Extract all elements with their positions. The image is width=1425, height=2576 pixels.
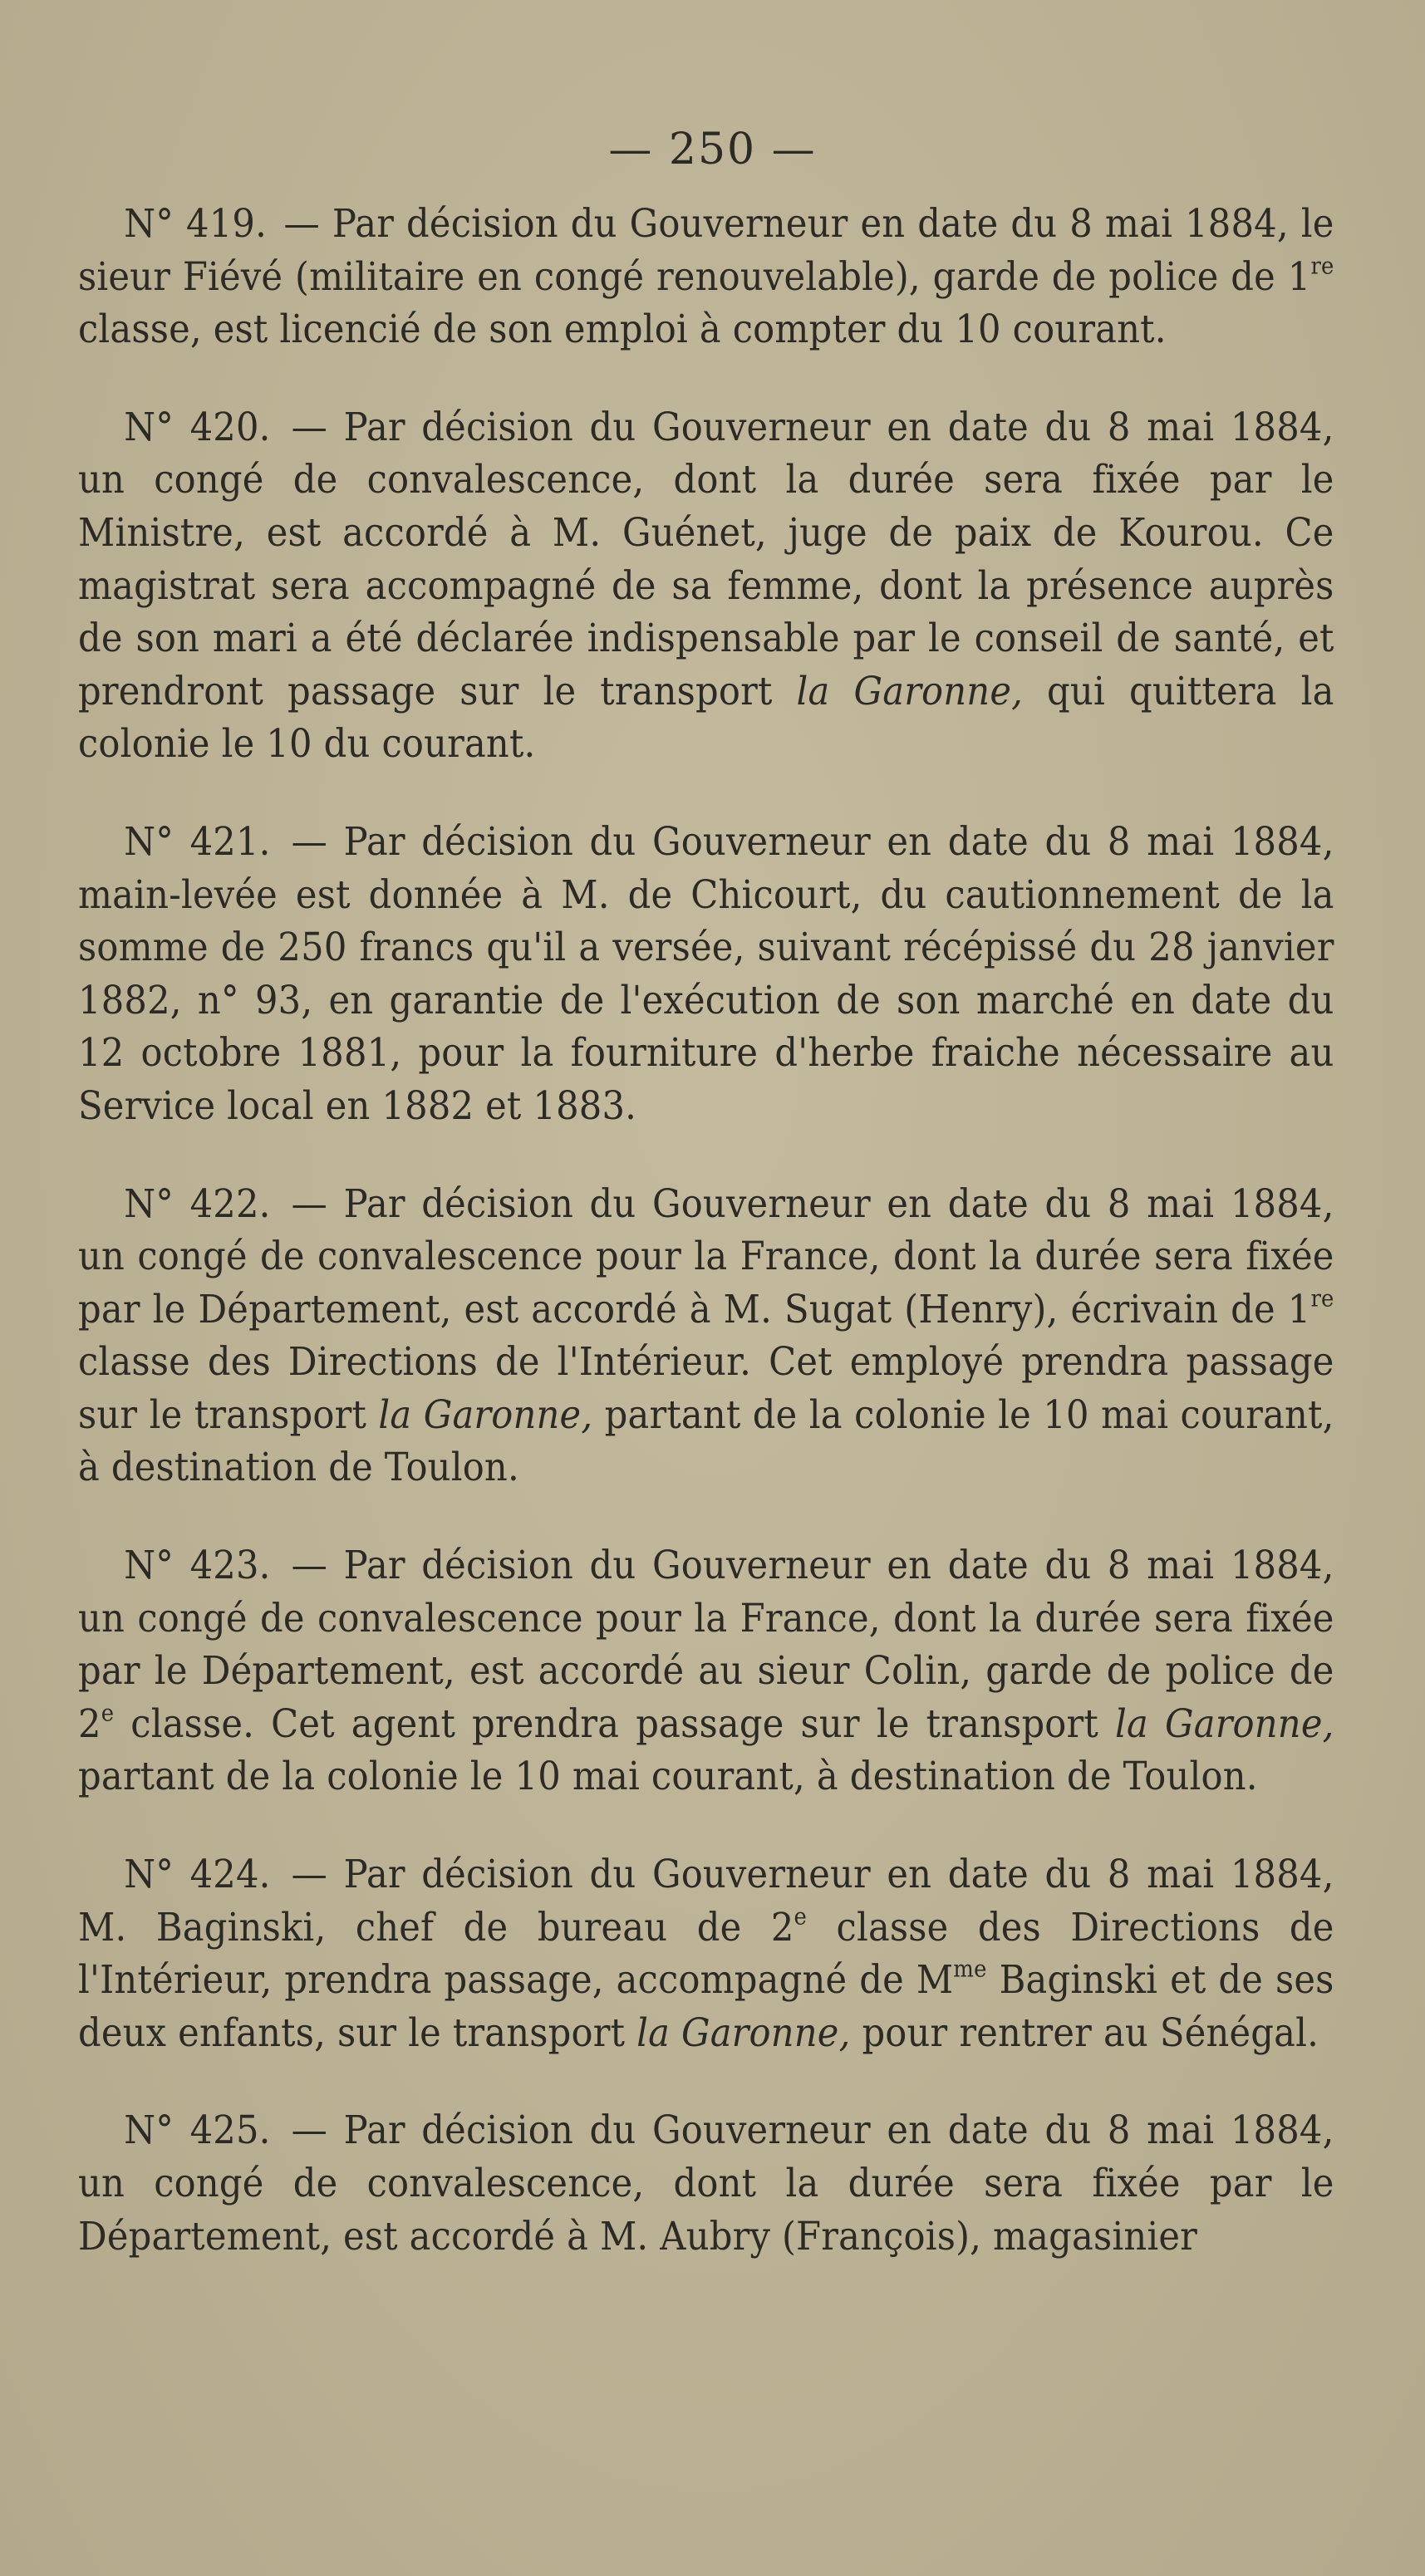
entry-number: N° 422.: [124, 1180, 271, 1227]
entry-text: — Par décision du Gouverneur en date du 8 mai 1884, M. Baginski, chef de bureau de 2: [78, 1852, 1334, 1950]
entry-text: — Par décision du Gouverneur en date du 8 mai 1884, main-levée est donnée à M. de Chicourt, du cautionnement de la somme de 250 francs qu'il a versée, suivant récépissé du 28 janvier 1882, n° 93, en garantie de l'exécution de son marché en date du 12 octobre 1881, pour la fourniture d'herbe fraiche nécessaire au Service local en 1882 et 1883.: [78, 818, 1334, 1129]
entry-420: [78, 401, 1334, 771]
entry-text: partant de la colonie le 10 mai courant, à destination de Toulon.: [78, 1754, 1258, 1800]
superscript: e: [101, 1699, 115, 1727]
page-number: — 250 —: [608, 125, 817, 174]
entry-425: [78, 2104, 1334, 2263]
ship-name: la Garonne,: [636, 2009, 851, 2056]
entry-text: — Par décision du Gouverneur en date du 8 mai 1884, un congé de convalescence, dont la durée sera fixée par le Département, est accordé à M. Aubry (François), magasinier: [78, 2107, 1334, 2260]
entry-text: — Par décision du Gouverneur en date du 8 mai 1884, le sieur Fiévé (militaire en congé renouvelable), garde de police de 1: [78, 201, 1334, 300]
entry-text: — Par décision du Gouverneur en date du 8 mai 1884, un congé de convalescence pour la France, dont la durée sera fixée par le Département, est accordé à M. Sugat (Henry), écrivain de 1: [78, 1180, 1334, 1332]
entry-419: [78, 198, 1334, 356]
superscript: re: [1310, 251, 1334, 279]
entry-text: classe, est licencié de son emploi à compter du 10 courant.: [78, 307, 1167, 353]
entry-text: pour rentrer au Sénégal.: [850, 2009, 1319, 2056]
entry-421: [78, 816, 1334, 1133]
entry-text: qui quittera la colonie le 10 du courant.: [78, 668, 1334, 768]
ship-name: la Garonne,: [796, 668, 1024, 714]
superscript: e: [794, 1901, 808, 1930]
entry-number: N° 424.: [124, 1852, 271, 1898]
entry-number: N° 425.: [124, 2107, 271, 2154]
entry-423: [78, 1539, 1334, 1803]
entry-number: N° 423.: [124, 1543, 271, 1589]
ship-name: la Garonne,: [1114, 1700, 1334, 1747]
entry-number: N° 421.: [124, 818, 271, 865]
superscript: me: [953, 1955, 987, 1983]
entry-text: partant de la colonie le 10 mai courant, à destination de Toulon.: [78, 1391, 1334, 1491]
entry-text: — Par décision du Gouverneur en date du 8 mai 1884, un congé de convalescence pour la France, dont la durée sera fixée par le Département, est accordé au sieur Colin, garde de police de 2: [78, 1543, 1334, 1747]
entry-text: classe des Directions de l'Intérieur. Cet employé prendra passage sur le transport: [78, 1339, 1334, 1438]
entry-422: [78, 1178, 1334, 1495]
entry-text: classe. Cet agent prendra passage sur le transport: [114, 1700, 1115, 1747]
entry-number: N° 419.: [124, 201, 268, 247]
entries-list: [78, 198, 1334, 2308]
entry-text: — Par décision du Gouverneur en date du 8 mai 1884, un congé de convalescence, dont la durée sera fixée par le Ministre, est accordé à M. Guénet, juge de paix de Kourou. Ce magistrat sera accompagné de sa femme, dont la présence auprès de son mari a été déclarée indispensable par le conseil de santé, et prendront passage sur le transport: [78, 404, 1334, 714]
entry-text: classe des Directions de l'Intérieur, prendra passage, accompagné de M: [78, 1904, 1334, 2004]
entry-text: Baginski et de ses deux enfants, sur le transport: [78, 1957, 1334, 2056]
ship-name: la Garonne,: [378, 1391, 593, 1438]
superscript: re: [1310, 1283, 1334, 1312]
entry-424: [78, 1848, 1334, 2059]
entry-number: N° 420.: [124, 404, 271, 450]
